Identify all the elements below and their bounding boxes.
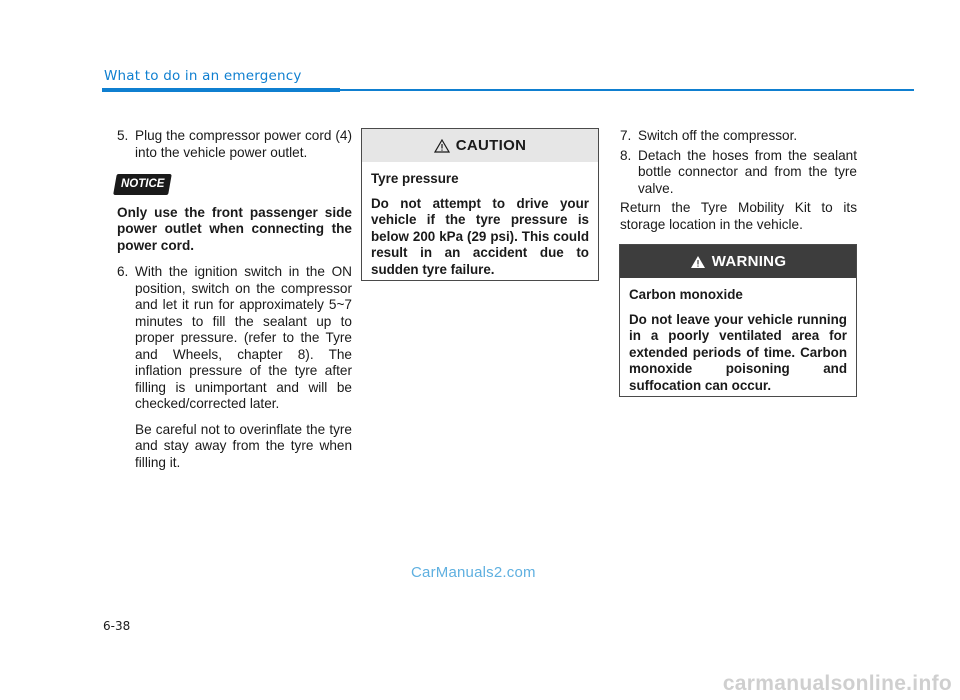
step-text: Plug the compressor power cord (4) into the vehicle power outlet. — [135, 128, 352, 160]
warning-triangle-icon — [690, 255, 706, 269]
caution-header — [362, 129, 598, 162]
warning-text: Do not leave your vehicle running in a poorly ventilated area for extended periods of time. Carbon monoxide poisoning and suffocation can occur. — [629, 311, 847, 393]
warning-body — [620, 278, 856, 394]
caution-body — [362, 162, 598, 278]
step-number: 5. — [117, 128, 129, 143]
watermark-link[interactable]: CarManuals2.com — [411, 564, 536, 581]
step-number: 6. — [117, 264, 129, 279]
warning-box — [619, 244, 857, 397]
caution-heading: Tyre pressure — [371, 171, 459, 186]
step-8 — [620, 148, 857, 198]
caution-label: CAUTION — [455, 137, 527, 154]
section-title: What to do in an emergency — [104, 68, 302, 84]
header-rule-accent — [102, 88, 340, 92]
caution-text: Do not attempt to drive your vehicle if the tyre pressure is below 200 kPa (29 psi). This could result in an accident due to sudden tyre failure. — [371, 195, 589, 277]
notice-text: Only use the front passenger side power outlet when connecting the power cord. — [117, 204, 352, 253]
footer-watermark: carmanualsonline.info — [722, 672, 952, 695]
page-number: 6-38 — [103, 619, 131, 633]
warning-heading: Carbon monoxide — [629, 287, 743, 302]
step-6-note: Be careful not to overinflate the tyre and stay away from the tyre when filling it. — [135, 421, 352, 470]
left-column — [117, 128, 352, 481]
step-6 — [117, 264, 352, 413]
warning-triangle-icon — [434, 139, 450, 153]
notice-badge — [113, 174, 172, 195]
return-text: Return the Tyre Mobility Kit to its storage location in the vehicle. — [620, 200, 857, 232]
step-number: 8. — [620, 147, 632, 163]
notice-label: NOTICE — [121, 178, 165, 190]
step-text: With the ignition switch in the ON position, switch on the compressor and let it run for approximately 5~7 minutes to fill the sealant up to proper pressure. (refer to the Tyre and Wheels, chapter 8). The inflation pressure of the tyre after filling is unimportant and will be checked/corrected later. — [135, 264, 352, 411]
right-column — [620, 128, 857, 243]
step-text: Detach the hoses from the sealant bottle connector and from the tyre valve. — [638, 147, 857, 196]
caution-box — [361, 128, 599, 281]
warning-label: WARNING — [711, 253, 787, 270]
step-text: Switch off the compressor. — [638, 128, 798, 143]
step-number: 7. — [620, 128, 632, 143]
header-rule — [340, 89, 914, 91]
step-7 — [620, 128, 857, 145]
warning-header — [620, 245, 856, 278]
step-5 — [117, 128, 352, 161]
